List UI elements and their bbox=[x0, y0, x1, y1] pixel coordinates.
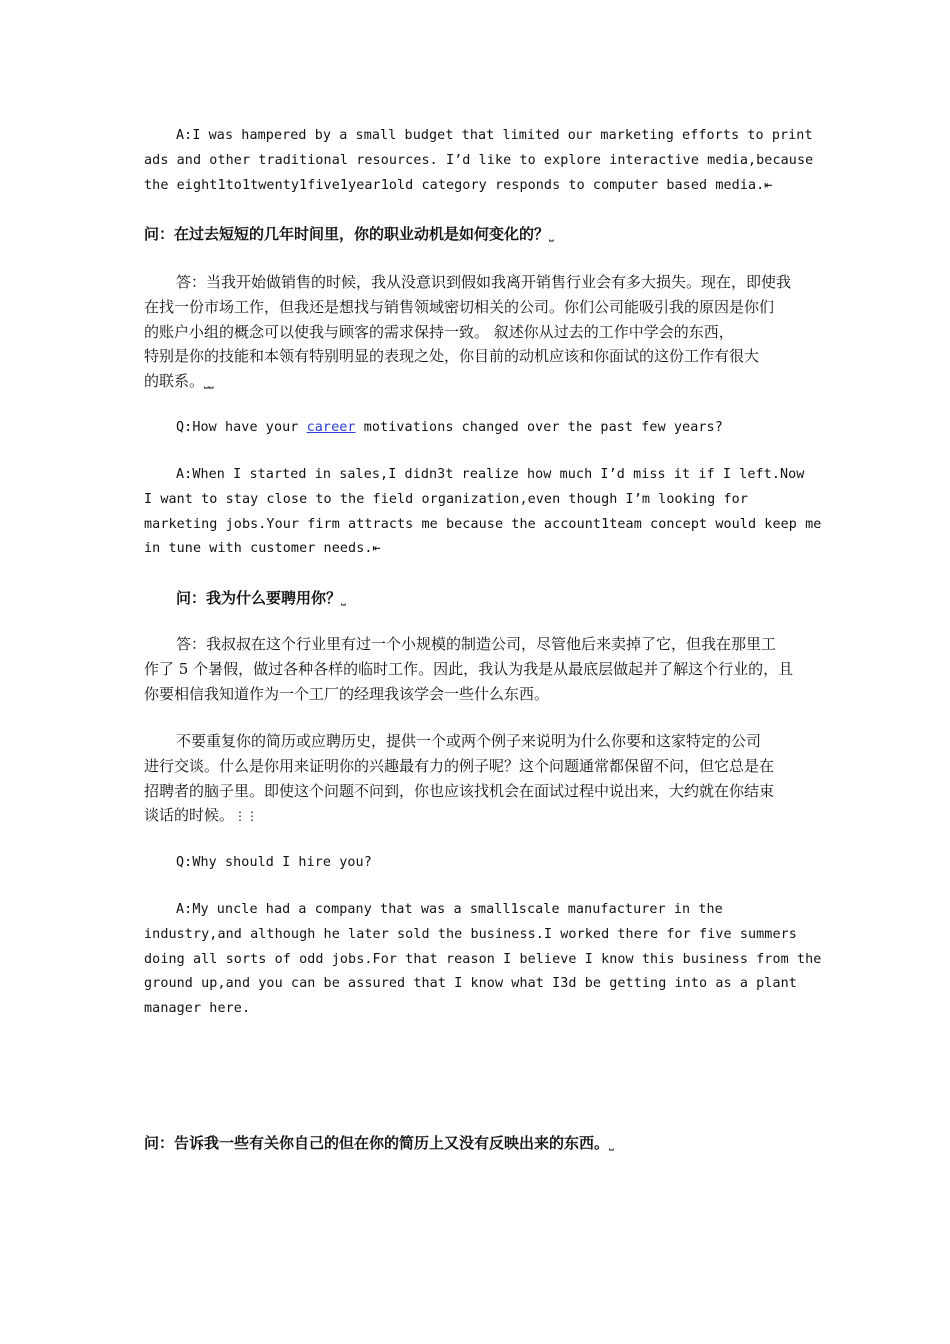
text-line: 进行交谈。什么是你用来证明你的兴趣最有力的例子呢？这个问题通常都保留不问，但它总是在 bbox=[144, 756, 775, 775]
answer-paragraph-6 bbox=[144, 898, 822, 1022]
text-line: marketing jobs.Your firm attracts me because the account1team concept would keep me bbox=[144, 516, 822, 532]
question-prefix: Q:How have your bbox=[176, 420, 307, 435]
text-line: industry,and although he later sold the business.I worked there for five summers bbox=[144, 926, 797, 942]
text-line: 作了 5 个暑假，做过各种各样的临时工作。因此，我认为我是从最底层做起并了解这个行业的，且 bbox=[144, 659, 794, 678]
text-line: 答：我叔叔在这个行业里有过一个小规模的制造公司，尽管他后来卖掉了它，但我在那里工 bbox=[176, 635, 777, 653]
advice-paragraph bbox=[144, 729, 812, 829]
text-line: 特别是你的技能和本领有特别明显的表现之处，你目前的动机应该和你面试的这份工作有很大 bbox=[144, 347, 760, 366]
text-line: 的账户小组的概念可以使我与顾客的需求保持一致。 叙述你从过去的工作中学会的东西， bbox=[144, 322, 734, 341]
heading-text: 问：在过去短短的几年时间里，你的职业动机是如何变化的？ bbox=[144, 225, 550, 243]
paragraph-mark: ⎵ bbox=[609, 1137, 614, 1151]
text-line: 你要相信我知道作为一个工厂的经理我该学会一些什么东西。 bbox=[144, 684, 550, 703]
answer-paragraph-2 bbox=[144, 270, 812, 395]
text-line: A:My uncle had a company that was a small1scale manufacturer in the bbox=[176, 902, 723, 917]
heading-text: 问：我为什么要聘用你？ bbox=[176, 589, 342, 607]
paragraph-mark: ⋮⋮ bbox=[234, 809, 259, 824]
text-line: manager here. bbox=[144, 1001, 251, 1017]
question-en-1 bbox=[144, 416, 812, 441]
question-en-2 bbox=[144, 851, 812, 876]
text-line: 招聘者的脑子里。即使这个问题不问到，你也应该找机会在面试过程中说出来，大约就在你结束 bbox=[144, 781, 775, 800]
text-line: 答：当我开始做销售的时候，我从没意识到假如我离开销售行业会有多大损失。现在，即使我 bbox=[176, 273, 792, 291]
text-line: ground up,and you can be assured that I know what I3d be getting into as a plant bbox=[144, 976, 797, 992]
answer-paragraph-3 bbox=[144, 463, 822, 562]
text-line: 在找一份市场工作，但我还是想找与销售领域密切相关的公司。你们公司能吸引我的原因是你们 bbox=[144, 297, 775, 316]
text-line: 不要重复你的简历或应聘历史，提供一个或两个例子来说明为什么你要和这家特定的公司 bbox=[176, 732, 762, 750]
career-link[interactable]: career bbox=[306, 420, 356, 435]
question-suffix: motivations changed over the past few years? bbox=[355, 420, 723, 435]
text-line: 的联系。 bbox=[144, 372, 205, 391]
text-line: doing all sorts of odd jobs.For that reason I believe I know this business from the bbox=[144, 951, 822, 967]
question-heading-2 bbox=[144, 586, 812, 612]
paragraph-mark: ⎵ bbox=[341, 592, 346, 606]
text-line: A:I was hampered by a small budget that limited our marketing efforts to print bbox=[176, 128, 813, 143]
answer-paragraph-4 bbox=[144, 632, 812, 706]
paragraph-mark: ⎵ bbox=[549, 228, 554, 242]
text-line: in tune with customer needs.⇤ bbox=[144, 541, 381, 557]
question-text: Q:Why should I hire you? bbox=[176, 855, 372, 870]
question-heading-1 bbox=[144, 222, 812, 248]
text-line: the eight1to1twenty1five1year1old category responds to computer based media.⇤ bbox=[144, 177, 773, 193]
text-line: ads and other traditional resources. I’d like to explore interactive media,because bbox=[144, 152, 814, 168]
text-line: I want to stay close to the field organization,even though I’m looking for bbox=[144, 491, 748, 507]
paragraph-mark: ⎵⎵ bbox=[204, 375, 214, 390]
question-heading-3 bbox=[144, 1131, 812, 1157]
text-line: 谈话的时候。 bbox=[144, 806, 235, 825]
text-line: A:When I started in sales,I didn3t realize how much I’d miss it if I left.Now bbox=[176, 467, 805, 482]
heading-text: 问：告诉我一些有关你自己的但在你的简历上又没有反映出来的东西。 bbox=[144, 1134, 610, 1152]
answer-paragraph-1 bbox=[144, 124, 812, 198]
